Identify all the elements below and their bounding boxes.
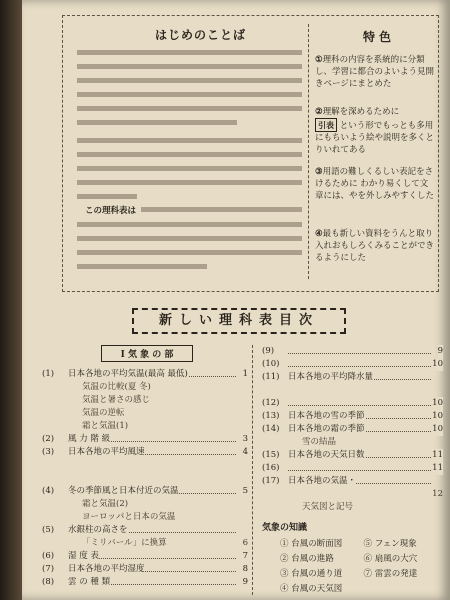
toc-left-list <box>42 368 252 600</box>
text-line <box>77 236 302 241</box>
toc-entry-title: 風 力 階 級 <box>68 434 111 444</box>
preface-box <box>62 15 439 292</box>
toc-entry-number: (12) <box>262 397 284 410</box>
toc-subitem <box>42 407 252 420</box>
known-item: ⑤ フェン現象 <box>363 539 417 549</box>
toc-subitem-text: 霜と気温(2) <box>82 499 129 509</box>
intro-title: はじめのことば <box>155 28 247 42</box>
toc-entry-number: (15) <box>262 449 284 462</box>
toc-entry <box>262 358 447 371</box>
toc-page-number: 7 <box>242 551 248 561</box>
document-page <box>22 0 450 600</box>
toc-subitem <box>42 537 252 550</box>
toc-subitem <box>262 488 447 501</box>
toc-entry <box>42 524 252 537</box>
toc-page-number: 3 <box>242 434 248 444</box>
toc-title: 新しい理科表目次 <box>132 308 346 334</box>
text-line <box>77 120 237 125</box>
toc-page-number: 9 <box>437 346 443 356</box>
toc-page-number: 4 <box>242 447 248 457</box>
toc-entry-number: (6) <box>42 550 64 563</box>
text-line <box>77 50 302 55</box>
toc-entry-title: 湿 度 表 <box>68 551 99 561</box>
known-section-title: 気象の知識 <box>262 523 308 533</box>
toc-entry <box>42 368 252 381</box>
toc-page-number: 9 <box>242 577 248 587</box>
toc-left-column <box>42 345 253 595</box>
toc-subitem <box>262 384 447 397</box>
text-line <box>77 64 302 69</box>
toc-entry-title: 日本各地の平均風速 <box>68 447 145 457</box>
known-item: ④ 台風の天気図 <box>280 584 343 594</box>
known-item: ① 台風の断面図 <box>280 539 343 549</box>
text-line <box>77 166 302 171</box>
feature-text: 用語の難しくるしい表記をさけるために わかり易くして文章には、やを外しみやすくした <box>315 167 435 201</box>
toc-subitem-text: 「ミリバール」に換算 <box>82 538 167 548</box>
toc-right-list <box>262 345 447 514</box>
feature-text: 最も新しい資料をうんと取り入れおもしろくみることができるようにした <box>315 229 435 263</box>
toc-entry-number: (17) <box>262 475 284 488</box>
leader-dots <box>288 353 431 354</box>
binding-edge <box>0 0 22 600</box>
text-line <box>77 222 302 227</box>
feature-number: ③ <box>315 167 323 177</box>
text-line <box>77 152 302 157</box>
toc-subitem <box>262 436 447 449</box>
column-divider <box>308 24 310 279</box>
toc-entry-title: 日本各地の平均湿度 <box>68 564 145 574</box>
known-item: ② 台風の進路 <box>280 554 334 564</box>
feature-text: 理科の内容を系統的に分類し、学習に都合のよいよう見開きページにまとめた <box>315 55 435 89</box>
toc-entry-number: (14) <box>262 423 284 436</box>
toc-page-number: 10 <box>432 411 443 421</box>
toc-entry <box>262 462 447 475</box>
text-line <box>141 207 302 212</box>
toc-page-number: 8 <box>242 564 248 574</box>
intro-keyword: この理科表は <box>85 206 137 216</box>
toc-subitem <box>262 501 447 514</box>
toc-entry-title: 日本各地の平均降水量 <box>288 372 374 382</box>
feature-tag: 引表 <box>315 118 337 132</box>
feature-text-continued: という形でもっとも多用にもちいよう絵や説明を多くとりいれてある <box>315 121 435 155</box>
toc-entry <box>42 433 252 446</box>
toc-entry-number: (11) <box>262 371 284 384</box>
toc-subitem-text: 天気図と記号 <box>302 502 354 512</box>
toc-right-column <box>262 345 447 594</box>
toc-entry <box>262 475 447 488</box>
toc-subitem <box>42 498 252 511</box>
feature-number: ② <box>315 107 323 117</box>
toc-entry-number: (3) <box>42 446 64 459</box>
known-item: ③ 台風の通り道 <box>280 569 343 579</box>
toc-entry-number: (13) <box>262 410 284 423</box>
toc-subitem <box>42 459 252 472</box>
toc-subitem <box>42 472 252 485</box>
toc-entry-title: 日本各地の雪の季節 <box>288 411 365 421</box>
toc-entry <box>262 397 447 410</box>
text-line <box>77 138 302 143</box>
toc-entry-number: (5) <box>42 524 64 537</box>
leader-dots <box>288 405 431 406</box>
toc-entry-title: 日本各地の平均気温(最高 最低) <box>68 369 188 379</box>
feature-item-4 <box>315 228 435 264</box>
known-item: ⑦ 雷雲の発達 <box>363 569 418 579</box>
toc-entry-number: (8) <box>42 576 64 589</box>
toc-entry <box>42 576 252 589</box>
toc-subitem-text: 雪の結晶 <box>302 437 337 447</box>
toc-entry-number: (2) <box>42 433 64 446</box>
toc-entry <box>42 550 252 563</box>
toc-entry-number: (4) <box>42 485 64 498</box>
toc-entry-title: 日本各地の天気日数 <box>288 450 365 460</box>
toc-page-number: 11 <box>432 463 443 473</box>
toc-page-number: 6 <box>242 538 248 548</box>
toc-subitem <box>42 420 252 433</box>
known-grid <box>262 537 447 594</box>
section-header: Ⅰ 気 象 の 部 <box>101 345 193 362</box>
toc-entry <box>42 563 252 576</box>
feature-number: ① <box>315 55 323 65</box>
toc-entry-number: (9) <box>262 345 284 358</box>
toc-entry-number: (7) <box>42 563 64 576</box>
toc-page-number: 5 <box>242 486 248 496</box>
toc-page-number: 10 <box>432 398 443 408</box>
toc-subitem-text: 霜と気温(1) <box>82 421 129 431</box>
text-line <box>77 180 302 185</box>
toc-page-number: 10 <box>432 359 443 369</box>
toc-entry <box>262 423 447 436</box>
toc-subitem <box>42 394 252 407</box>
text-line <box>77 92 302 97</box>
text-line <box>77 78 302 83</box>
toc-entry-title: 日本各地の気温・ <box>288 476 357 486</box>
features-title: 特色 <box>363 30 396 44</box>
toc-subitem-text: 気温の比較(夏 冬) <box>82 382 151 392</box>
toc-entry-title: 雲 の 種 類 <box>68 577 111 587</box>
known-item <box>364 582 448 594</box>
toc-entry-number: (10) <box>262 358 284 371</box>
known-item: ⑥ 扇風の大穴 <box>363 554 418 564</box>
feature-number: ④ <box>315 229 323 239</box>
toc-entry <box>262 345 447 358</box>
toc-entry-title: 日本各地の霜の季節 <box>288 424 365 434</box>
toc-entry-number: (16) <box>262 462 284 475</box>
toc-subitem <box>42 511 252 524</box>
text-line <box>77 106 302 111</box>
toc-entry-number: (1) <box>42 368 64 381</box>
toc-entry <box>42 446 252 459</box>
text-line <box>77 194 137 199</box>
toc-page-number: 1 <box>242 369 248 379</box>
toc-page-number: 11 <box>432 450 443 460</box>
toc-page-number: 12 <box>432 489 443 499</box>
feature-item-2 <box>315 106 435 156</box>
toc-subitem-text: 気温と暑さの感じ <box>82 395 151 405</box>
toc-subitem-text: 気温の逆転 <box>82 408 125 418</box>
toc-entry <box>262 410 447 423</box>
toc-subitem-text: ヨーロッパと日本の気温 <box>82 512 176 522</box>
toc-subitem <box>42 381 252 394</box>
text-line <box>77 264 207 269</box>
feature-text: 理解を深めるために <box>322 107 400 117</box>
toc-entry-title: 冬の季節風と日本付近の気温 <box>68 486 179 496</box>
text-line <box>77 250 302 255</box>
feature-item-1 <box>315 54 435 90</box>
toc-entry <box>42 485 252 498</box>
toc-page-number: 10 <box>432 424 443 434</box>
leader-dots <box>288 470 431 471</box>
toc-subitem <box>42 589 252 600</box>
toc-entry <box>262 449 447 462</box>
feature-item-3 <box>315 166 435 202</box>
leader-dots <box>288 366 431 367</box>
toc-entry <box>262 371 447 384</box>
toc-entry-title: 水銀柱の高さを <box>68 525 128 535</box>
